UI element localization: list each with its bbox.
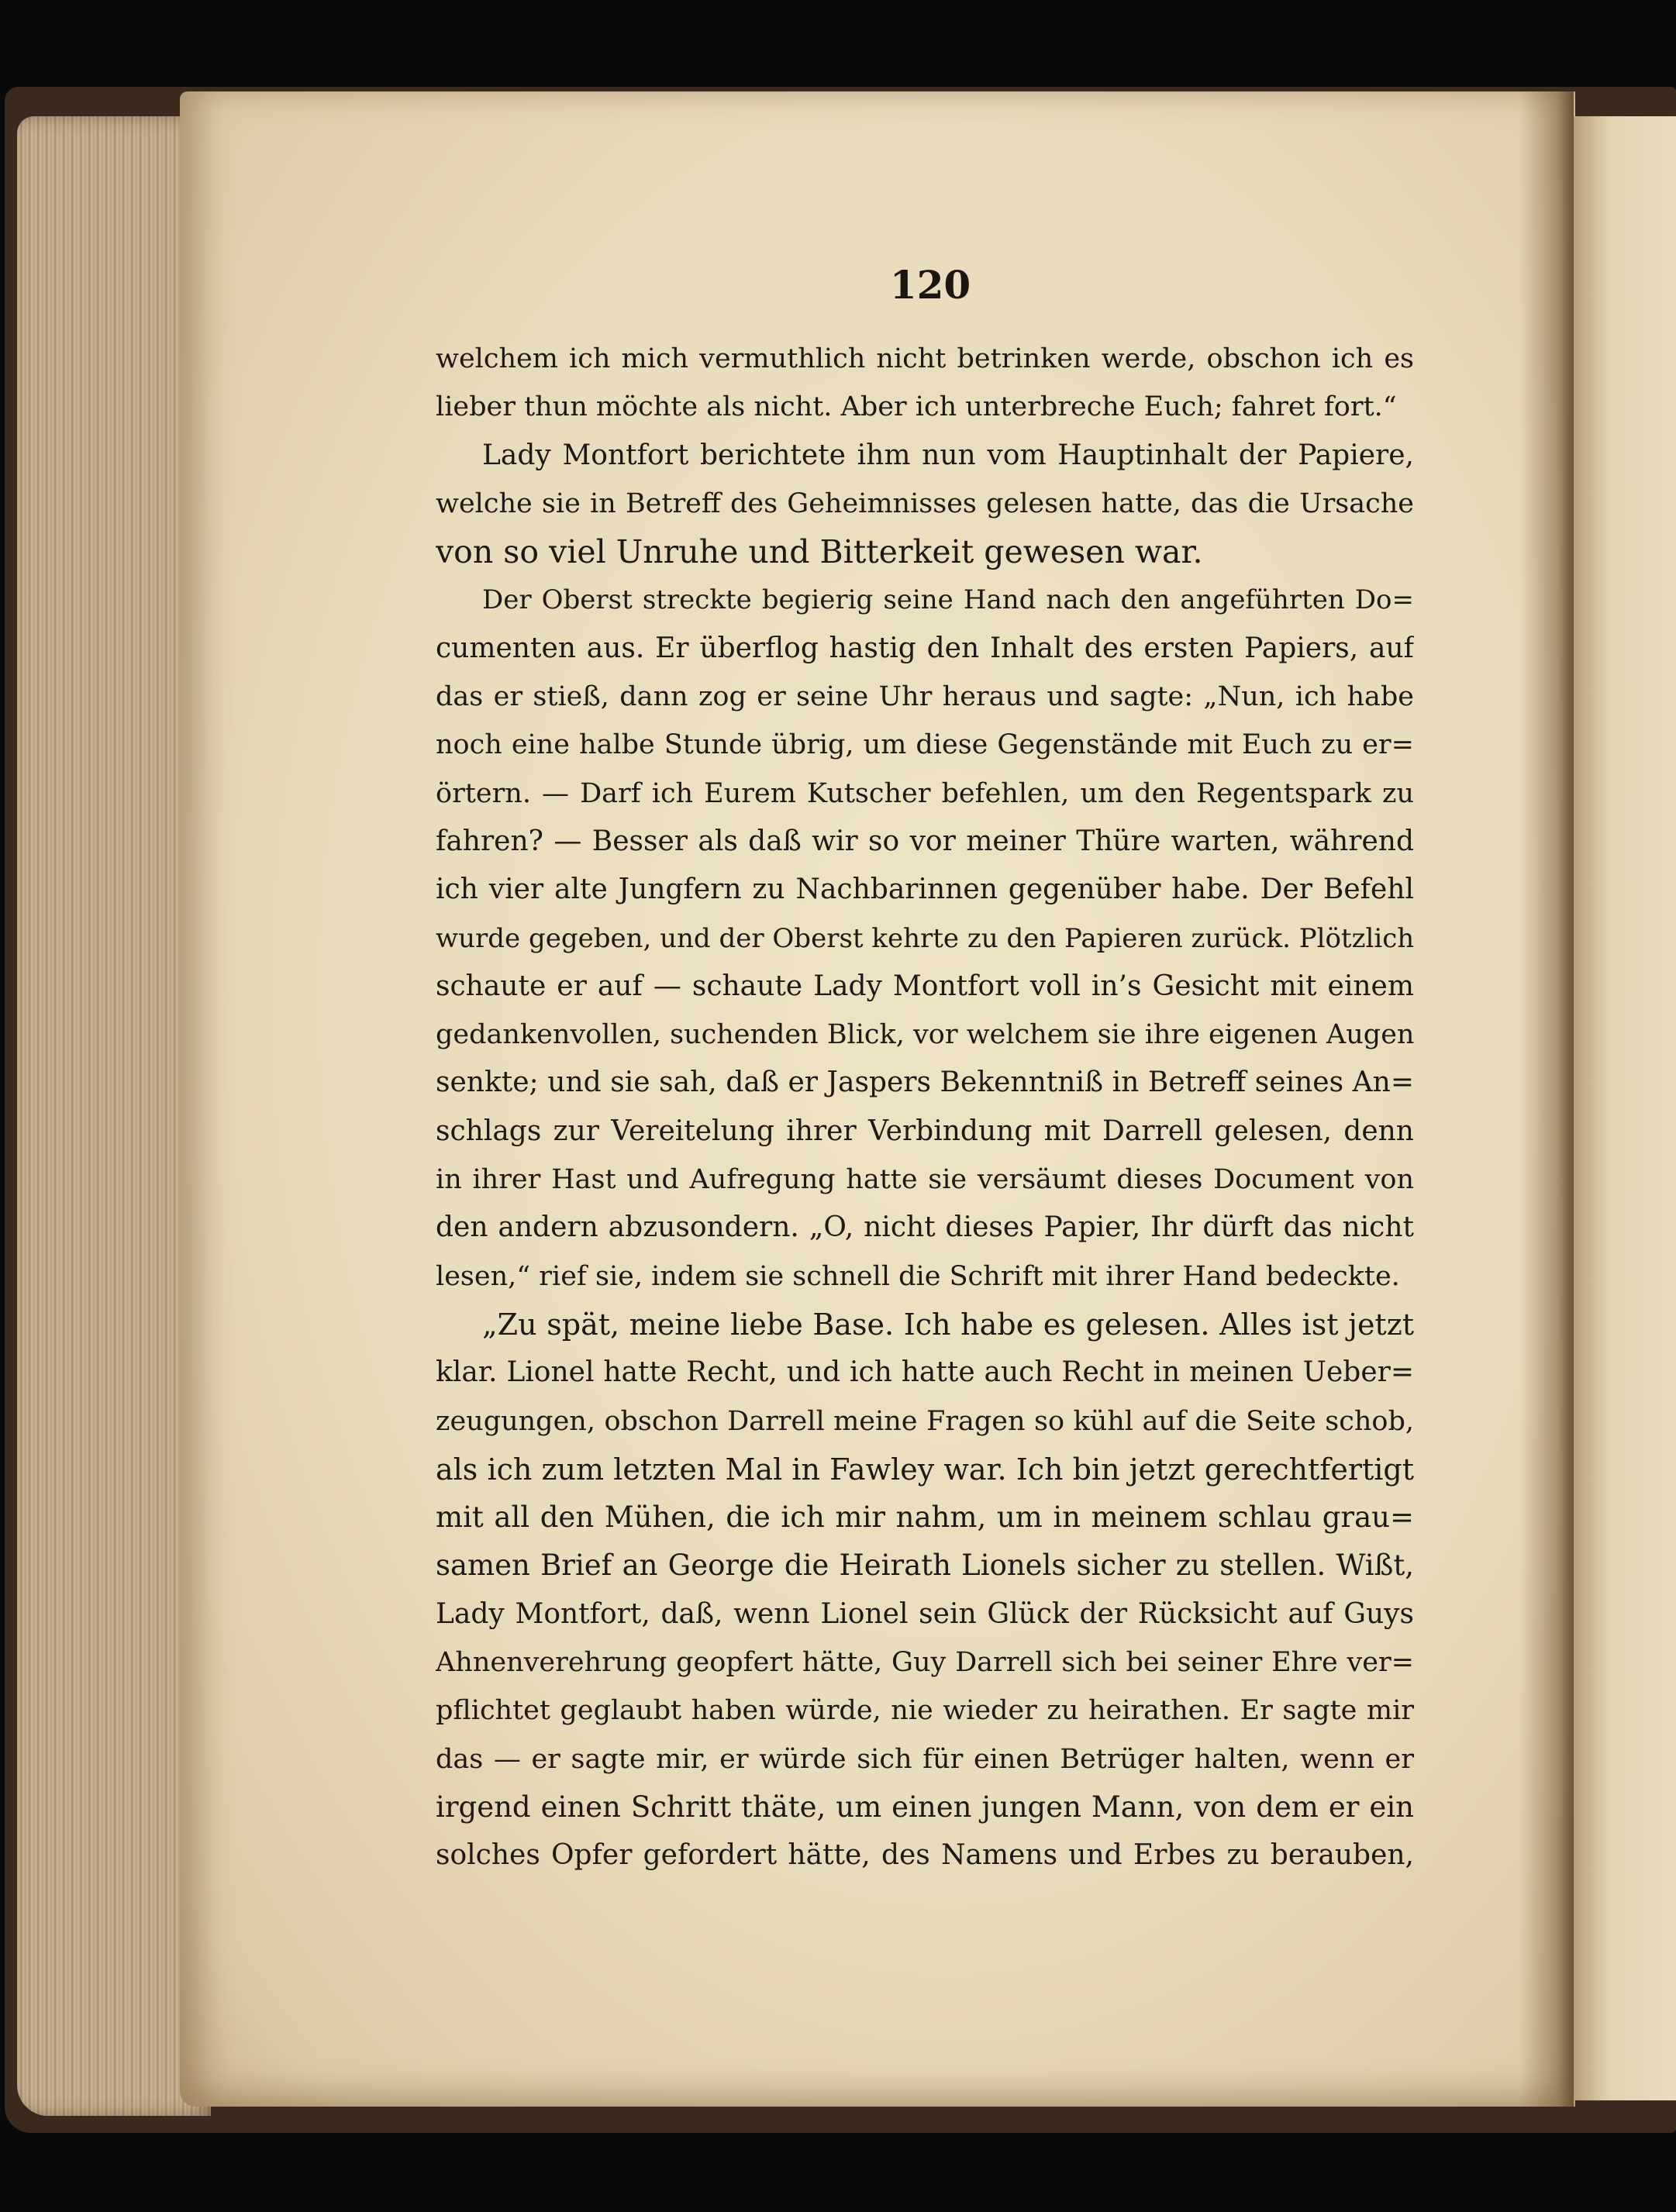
text-line: Lady Montfort, daß, wenn Lionel sein Glück der Rücksicht auf Guys: [436, 1597, 1414, 1630]
text-line: in ihrer Hast und Aufregung hatte sie versäumt dieses Document von: [436, 1164, 1414, 1196]
text-line: örtern. — Darf ich Eurem Kutscher befehlen, um den Regentspark zu: [436, 777, 1414, 809]
text-line: Der Oberst streckte begierig seine Hand nach den angeführten Do=: [482, 584, 1414, 616]
page-gutter: [1519, 91, 1574, 2107]
text-line: schaute er auf — schaute Lady Montfort voll in’s Gesicht mit einem: [436, 970, 1414, 1002]
text-line: klar. Lionel hatte Recht, und ich hatte auch Recht in meinen Ueber=: [436, 1356, 1414, 1389]
text-line: den andern abzusondern. „O, nicht dieses Papier, Ihr dürft das nicht: [436, 1211, 1414, 1244]
text-line: irgend einen Schritt thäte, um einen jungen Mann, von dem er ein: [436, 1790, 1414, 1824]
text-line: „Zu spät, meine liebe Base. Ich habe es gelesen. Alles ist jetzt: [482, 1307, 1414, 1342]
text-line: welchem ich mich vermuthlich nicht betrinken werde, obschon ich es: [436, 343, 1414, 374]
page-number: 120: [889, 262, 971, 308]
text-line: cumenten aus. Er überflog hastig den Inhalt des ersten Papiers, auf: [436, 632, 1414, 664]
text-line: lieber thun möchte als nicht. Aber ich unterbreche Euch; fahret fort.“: [436, 391, 1397, 423]
body-text: [436, 335, 1414, 1880]
text-line: noch eine halbe Stunde übrig, um diese Gegenstände mit Euch zu er=: [436, 729, 1414, 761]
text-line: senkte; und sie sah, daß er Jaspers Bekenntniß in Betreff seines An=: [436, 1066, 1414, 1099]
text-line: lesen,“ rief sie, indem sie schnell die Schrift mit ihrer Hand bedeckte.: [436, 1260, 1400, 1292]
facing-page: [1574, 116, 1676, 2100]
text-line: zeugungen, obschon Darrell meine Fragen so kühl auf die Seite schob,: [436, 1405, 1414, 1437]
text-line: ich vier alte Jungfern zu Nachbarinnen gegenüber habe. Der Befehl: [436, 873, 1414, 906]
text-line: pflichtet geglaubt haben würde, nie wieder zu heirathen. Er sagte mir: [436, 1695, 1414, 1727]
text-line: als ich zum letzten Mal in Fawley war. Ich bin jetzt gerechtfertigt: [436, 1452, 1414, 1487]
text-line: von so viel Unruhe und Bitterkeit gewesen war.: [436, 533, 1203, 571]
text-line: das — er sagte mir, er würde sich für einen Betrüger halten, wenn er: [436, 1743, 1414, 1775]
text-line: samen Brief an George die Heirath Lionels sicher zu stellen. Wißt,: [436, 1549, 1414, 1583]
text-line: solches Opfer gefordert hätte, des Namens und Erbes zu berauben,: [436, 1839, 1414, 1872]
text-line: Lady Montfort berichtete ihm nun vom Hauptinhalt der Papiere,: [482, 439, 1414, 471]
text-line: schlags zur Vereitelung ihrer Verbindung mit Darrell gelesen, denn: [436, 1115, 1414, 1147]
text-line: gedankenvollen, suchenden Blick, vor welchem sie ihre eigenen Augen: [436, 1019, 1414, 1051]
text-line: mit all den Mühen, die ich mir nahm, um in meinem schlau grau=: [436, 1501, 1414, 1535]
text-line: das er stieß, dann zog er seine Uhr heraus und sagte: „Nun, ich habe: [436, 681, 1414, 713]
text-line: welche sie in Betreff des Geheimnisses gelesen hatte, das die Ursache: [436, 488, 1414, 519]
text-line: wurde gegeben, und der Oberst kehrte zu den Papieren zurück. Plötzlich: [436, 922, 1414, 954]
text-line: fahren? — Besser als daß wir so vor meiner Thüre warten, während: [436, 825, 1414, 857]
text-line: Ahnenverehrung geopfert hätte, Guy Darrell sich bei seiner Ehre ver=: [436, 1647, 1414, 1679]
